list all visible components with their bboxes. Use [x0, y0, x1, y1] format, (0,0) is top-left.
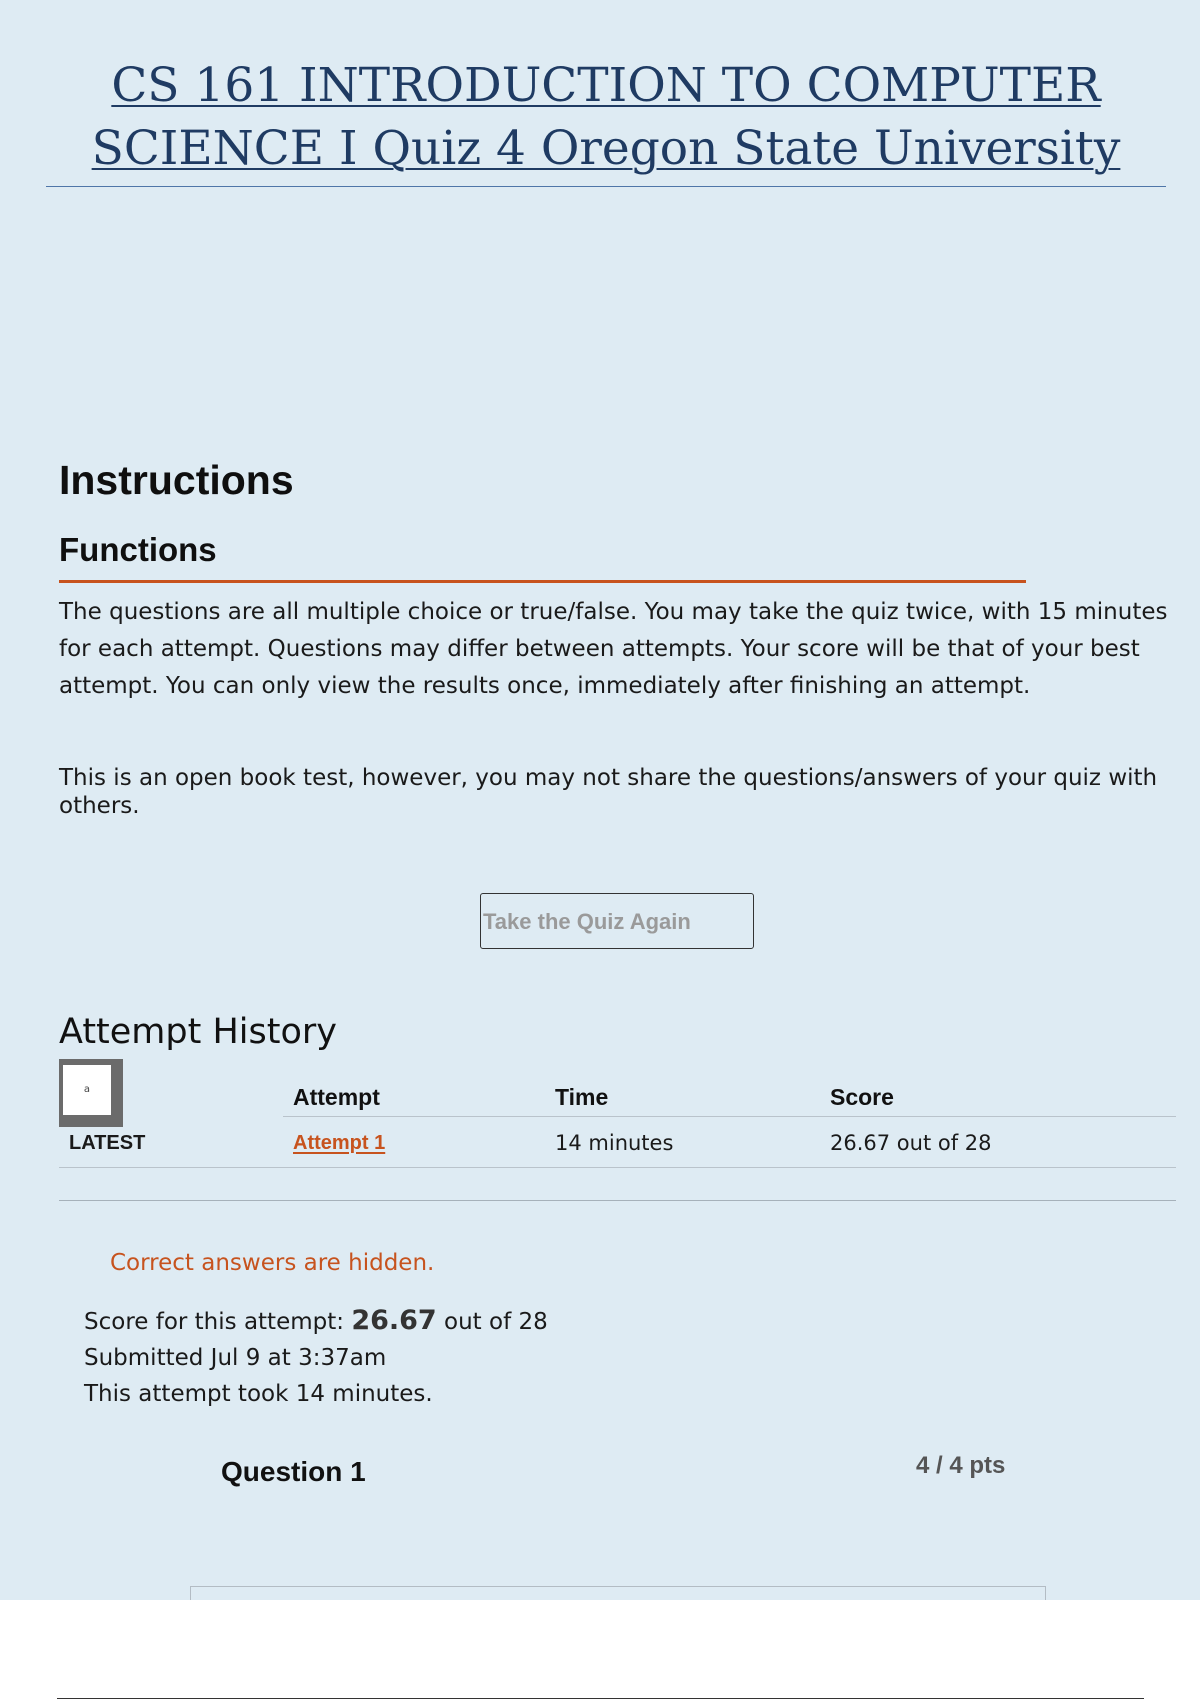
duration-line: This attempt took 14 minutes.: [84, 1381, 433, 1407]
question-points: 4 / 4 pts: [916, 1452, 1006, 1479]
attempt-1-link[interactable]: Attempt 1: [293, 1132, 386, 1154]
score-prefix: Score for this attempt:: [84, 1309, 352, 1335]
instructions-heading: Instructions: [59, 457, 294, 503]
attempt-summary: [84, 1303, 548, 1412]
row-time: 14 minutes: [555, 1131, 674, 1155]
attempt-thumbnail: [59, 1059, 123, 1127]
take-quiz-again-button[interactable]: [480, 893, 754, 949]
instructions-paragraph-2: This is an open book test, however, you may not share the questions/answers of your quiz with others.: [59, 765, 1158, 819]
question-body-box: [190, 1586, 1046, 1600]
thumbnail-image-icon: a: [63, 1065, 111, 1115]
score-suffix: out of 28: [436, 1309, 548, 1335]
take-quiz-again-label: Take the Quiz Again: [483, 908, 691, 934]
score-line: [84, 1303, 548, 1340]
column-header-attempt: Attempt: [293, 1084, 380, 1110]
question-title: Question 1: [221, 1456, 366, 1487]
correct-answers-hidden-notice: Correct answers are hidden.: [110, 1250, 435, 1276]
page-footer-rule: [57, 1698, 1144, 1699]
document-title: CS 161 INTRODUCTION TO COMPUTER SCIENCE I Quiz 4 Oregon State University: [91, 58, 1121, 176]
table-header-divider: [283, 1116, 1176, 1117]
score-value: 26.67: [351, 1305, 437, 1336]
column-header-score: Score: [830, 1084, 894, 1110]
subheading-underline: [59, 580, 1026, 583]
section-divider: [59, 1200, 1176, 1201]
row-status-label: LATEST: [69, 1132, 146, 1154]
column-header-time: Time: [555, 1084, 609, 1110]
submitted-line: Submitted Jul 9 at 3:37am: [84, 1345, 387, 1371]
title-divider: [46, 186, 1166, 187]
instructions-paragraph-1: The questions are all multiple choice or true/false. You may take the quiz twice, with 15 minutes for each attempt. Questions may differ between attempts. Your score will be that of your best attempt. You can only view the results once, immediately after finishing an attempt.: [59, 599, 1168, 699]
functions-subheading: Functions: [59, 531, 217, 568]
table-row-divider: [59, 1167, 1176, 1168]
attempt-history-heading: Attempt History: [59, 1012, 337, 1052]
row-score: 26.67 out of 28: [830, 1131, 992, 1155]
